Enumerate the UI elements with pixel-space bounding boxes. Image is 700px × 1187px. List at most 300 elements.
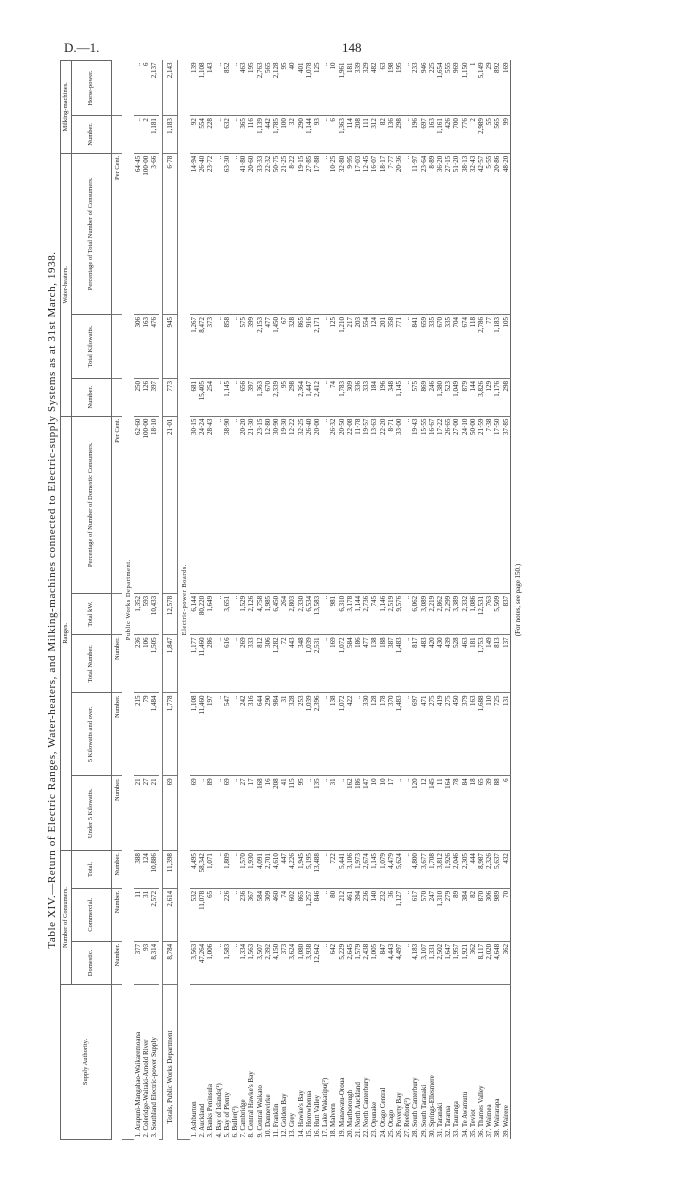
value-cell: 773: [162, 378, 177, 416]
value-cell: 2,396: [313, 693, 321, 776]
value-cell: 837: [502, 593, 511, 634]
value-cell: 329: [362, 61, 370, 116]
value-cell: ..: [215, 851, 223, 889]
value-cell: 22·08: [346, 416, 354, 593]
value-cell: 362: [469, 941, 477, 984]
value-cell: 852: [223, 61, 231, 116]
value-cell: 4,150: [272, 941, 280, 984]
value-cell: 163: [428, 116, 436, 154]
value-cell: 22·32: [264, 153, 272, 314]
value-cell: 602: [288, 888, 296, 941]
value-cell: 10·25: [329, 153, 337, 314]
value-cell: 125: [313, 61, 321, 116]
value-cell: 476: [150, 314, 158, 378]
value-cell: 100·00: [142, 416, 150, 593]
table-row: [134, 61, 142, 1140]
supply-authority-cell: 1. Ashburton: [189, 1101, 198, 1138]
value-cell: 38·90: [223, 416, 231, 593]
supply-authority-cell: 12. Golden Bay: [280, 1093, 289, 1138]
value-cell: 18·17: [379, 153, 387, 314]
value-cell: 78: [452, 776, 460, 851]
supply-authority-cell: 2. Auckland: [198, 1103, 207, 1138]
table-row: [280, 61, 288, 1140]
supply-authority-cell: 11. Franklin: [271, 1103, 280, 1138]
value-cell: 1,654: [436, 61, 444, 116]
rotated-table-region: [44, 60, 644, 1140]
value-cell: 1,847: [162, 635, 177, 693]
value-cell: ..: [321, 61, 329, 116]
value-cell: 27: [239, 776, 247, 851]
value-cell: 813: [493, 635, 501, 693]
table-row: [297, 61, 305, 1140]
value-cell: 64·45: [134, 153, 142, 314]
value-cell: 1,447: [305, 378, 313, 416]
value-cell: ..: [231, 693, 239, 776]
value-cell: ..: [215, 693, 223, 776]
table-row: [346, 61, 354, 1140]
value-cell: 247: [428, 888, 436, 941]
value-cell: 21·59: [477, 416, 485, 593]
supply-authority-cell: 33. Tauranga: [452, 1101, 461, 1138]
value-cell: 471: [420, 693, 428, 776]
unit-cell: [111, 314, 122, 378]
value-cell: 565: [264, 61, 272, 116]
value-cell: 99: [502, 116, 511, 154]
value-cell: 377: [134, 941, 142, 984]
value-cell: 6,534: [305, 593, 313, 634]
value-cell: 105: [502, 314, 511, 378]
value-cell: 477: [362, 635, 370, 693]
table-row: [231, 61, 239, 1140]
value-cell: 4,495: [190, 851, 198, 889]
supply-authority-cell: 18. Malvern: [329, 1103, 338, 1138]
value-cell: ..: [231, 416, 239, 593]
unit-cell: Number.: [111, 888, 122, 941]
value-cell: 279: [444, 888, 452, 941]
value-cell: 388: [134, 851, 142, 889]
value-cell: 8,784: [162, 941, 177, 984]
value-cell: 184: [370, 378, 378, 416]
value-cell: 21: [134, 776, 142, 851]
value-cell: 659: [420, 314, 428, 378]
col-group-water-heaters: Water-heaters.: [61, 153, 72, 416]
value-cell: 554: [198, 116, 206, 154]
value-cell: 269: [239, 635, 247, 693]
value-cell: ..: [231, 153, 239, 314]
value-cell: ..: [215, 888, 223, 941]
value-cell: 4,443: [387, 941, 395, 984]
value-cell: 4,497: [395, 941, 403, 984]
value-cell: 14·94: [190, 153, 198, 314]
value-cell: 697: [411, 693, 419, 776]
supply-authority-cell: 10. Dannevirke: [263, 1094, 272, 1138]
value-cell: ..: [403, 851, 411, 889]
value-cell: 9,576: [395, 593, 403, 634]
value-cell: 2,392: [264, 941, 272, 984]
value-cell: 1,778: [162, 693, 177, 776]
value-cell: 12,531: [477, 593, 485, 634]
value-cell: 12·80: [264, 416, 272, 593]
section-heading-boards: Electric-power Boards.: [177, 61, 190, 1140]
value-cell: 70: [502, 888, 511, 941]
value-cell: 20·86: [493, 153, 501, 314]
value-cell: 1,753: [477, 635, 485, 693]
value-cell: 419: [436, 693, 444, 776]
value-cell: 670: [436, 314, 444, 378]
value-cell: 131: [502, 693, 511, 776]
value-cell: 31: [142, 888, 150, 941]
value-cell: 15,405: [198, 378, 206, 416]
supply-authority-cell: 4. Bay of Islands(¹): [214, 1083, 223, 1138]
value-cell: 27·15: [444, 153, 452, 314]
value-cell: 1,144: [354, 593, 362, 634]
value-cell: 290: [264, 693, 272, 776]
value-cell: 275: [444, 693, 452, 776]
value-cell: 348: [387, 378, 395, 416]
value-cell: 1,921: [461, 941, 469, 984]
col-wh-number: Number.: [71, 378, 111, 416]
value-cell: 163: [469, 693, 477, 776]
value-cell: 217: [346, 314, 354, 378]
value-cell: 460: [272, 888, 280, 941]
value-cell: 74: [329, 378, 337, 416]
value-cell: 16: [264, 776, 272, 851]
value-cell: ..: [403, 941, 411, 984]
value-cell: ..: [321, 635, 329, 693]
value-cell: ..: [215, 61, 223, 116]
value-cell: 1,108: [198, 61, 206, 116]
value-cell: 328: [288, 314, 296, 378]
value-cell: 188: [379, 635, 387, 693]
value-cell: 2,046: [452, 851, 460, 889]
value-cell: 93: [313, 116, 321, 154]
value-cell: ..: [321, 941, 329, 984]
value-cell: 236: [362, 888, 370, 941]
value-cell: 11,398: [162, 851, 177, 889]
value-cell: 335: [428, 314, 436, 378]
value-cell: ..: [403, 593, 411, 634]
value-cell: 1,583: [223, 941, 231, 984]
value-cell: 2: [142, 116, 150, 154]
value-cell: ..: [231, 116, 239, 154]
value-cell: 1,334: [239, 941, 247, 984]
value-cell: ..: [403, 416, 411, 593]
value-cell: 916: [305, 314, 313, 378]
value-cell: 11: [436, 776, 444, 851]
value-cell: ..: [321, 116, 329, 154]
value-cell: 2,438: [362, 941, 370, 984]
value-cell: 275: [428, 693, 436, 776]
value-cell: 2,137: [150, 61, 158, 116]
value-cell: 137: [502, 635, 511, 693]
supply-authority-cell: 23. Opunake: [370, 1101, 379, 1138]
value-cell: 20·60: [247, 153, 255, 314]
supply-authority-cell: 28. South Canterbury: [411, 1077, 420, 1138]
value-cell: 1,183: [493, 314, 501, 378]
value-cell: 1,945: [297, 851, 305, 889]
value-cell: 162: [346, 776, 354, 851]
value-cell: 1,563: [247, 941, 255, 984]
value-cell: 5,441: [338, 851, 346, 889]
value-cell: 858: [223, 314, 231, 378]
value-cell: 387: [387, 635, 395, 693]
supply-authority-cell: 7. Cambridge: [239, 1099, 248, 1138]
value-cell: 461: [346, 888, 354, 941]
value-cell: 1,579: [354, 941, 362, 984]
value-cell: 8,117: [477, 941, 485, 984]
unit-cell: Number.: [111, 635, 122, 693]
table-row: [247, 61, 255, 1140]
col-group-ranges: Ranges.: [61, 416, 72, 850]
value-cell: 198: [387, 61, 395, 116]
value-cell: 5,229: [338, 941, 346, 984]
value-cell: 201: [379, 314, 387, 378]
table-row: [411, 61, 419, 1140]
value-cell: 169: [502, 61, 511, 116]
table-body: [111, 61, 510, 1140]
supply-authority-cell: 37. Waimea: [485, 1104, 494, 1138]
value-cell: 140: [370, 888, 378, 941]
supply-authority-cell: 3. Banks Peninsula: [206, 1084, 215, 1138]
table-row: [395, 61, 403, 1140]
value-cell: 8,314: [150, 941, 158, 984]
value-cell: 1,145: [395, 378, 403, 416]
supply-authority-cell: 38. Wairarapa: [493, 1098, 502, 1138]
value-cell: ..: [403, 61, 411, 116]
value-cell: ..: [231, 941, 239, 984]
supply-authority-cell: 30. Springs-Ellesmere: [427, 1075, 436, 1138]
col-5-kw-and-over: 5 Kilowatts and over.: [71, 693, 111, 776]
value-cell: 23·64: [420, 153, 428, 314]
col-group-milking-machines: Milking-machines.: [61, 61, 72, 154]
table-row: [264, 61, 272, 1140]
table-row: [452, 61, 460, 1140]
value-cell: 16·07: [370, 153, 378, 314]
value-cell: ..: [403, 314, 411, 378]
value-cell: ..: [321, 693, 329, 776]
value-cell: 2,330: [297, 593, 305, 634]
value-cell: 846: [313, 888, 321, 941]
value-cell: 443: [288, 635, 296, 693]
value-cell: 36: [387, 888, 395, 941]
value-cell: 373: [280, 941, 288, 984]
value-cell: 30·90: [272, 416, 280, 593]
value-cell: 3,563: [190, 941, 198, 984]
value-cell: 2,305: [461, 851, 469, 889]
value-cell: 164: [444, 776, 452, 851]
supply-authority-cell: 22. North Canterbury: [362, 1077, 371, 1138]
value-cell: 55: [485, 116, 493, 154]
value-cell: 362: [502, 941, 511, 984]
value-cell: 745: [370, 593, 378, 634]
value-cell: 463: [461, 635, 469, 693]
supply-authority-cell: 14. Hawke's Bay: [296, 1090, 305, 1138]
page-header-left: D.—1.: [64, 40, 100, 55]
unit-cell: Number.: [111, 851, 122, 889]
value-cell: 65: [477, 776, 485, 851]
value-cell: 143: [206, 61, 214, 116]
value-cell: 463: [239, 61, 247, 116]
value-cell: 333: [247, 635, 255, 693]
value-cell: 12: [420, 776, 428, 851]
value-cell: 10: [379, 776, 387, 851]
col-total-consumers: Total.: [71, 851, 111, 889]
unit-cell: Number.: [111, 941, 122, 984]
value-cell: 32·80: [338, 153, 346, 314]
value-cell: 5,149: [477, 61, 485, 116]
value-cell: 1,079: [379, 851, 387, 889]
value-cell: ..: [215, 776, 223, 851]
value-cell: 2,862: [436, 593, 444, 634]
value-cell: 1,005: [370, 941, 378, 984]
table-row: [444, 61, 452, 1140]
supply-authority-cell: 34. Te Awamutu: [460, 1091, 469, 1138]
value-cell: 2,701: [264, 851, 272, 889]
value-cell: 10,433: [150, 593, 158, 634]
value-cell: 432: [502, 851, 511, 889]
value-cell: 124: [142, 851, 150, 889]
value-cell: ..: [321, 416, 329, 593]
value-cell: 397: [150, 378, 158, 416]
value-cell: 20·50: [338, 416, 346, 593]
value-cell: 21·25: [280, 153, 288, 314]
value-cell: 6: [142, 61, 150, 116]
value-cell: 22·20: [379, 416, 387, 593]
col-ranges-total-kw: Total kW.: [71, 593, 111, 634]
value-cell: 95: [297, 776, 305, 851]
value-cell: 3·66: [150, 153, 158, 314]
supply-authority-cell: 3. Southland Electric-power Supply: [150, 1037, 159, 1138]
value-cell: 358: [387, 314, 395, 378]
value-cell: 2,020: [485, 941, 493, 984]
value-cell: 11·97: [411, 153, 419, 314]
value-cell: 20·36: [395, 153, 403, 314]
value-cell: 1,484: [150, 693, 158, 776]
section-heading-pwd: Public Works Department.: [122, 61, 134, 1140]
value-cell: 6,062: [411, 593, 419, 634]
value-cell: 12·22: [288, 416, 296, 593]
unit-cell: [111, 116, 122, 154]
value-cell: 1,049: [452, 378, 460, 416]
value-cell: 47,264: [198, 941, 206, 984]
value-cell: ..: [134, 61, 142, 116]
value-cell: 442: [264, 116, 272, 154]
value-cell: 1,150: [461, 61, 469, 116]
value-cell: 969: [452, 61, 460, 116]
value-cell: 181: [469, 635, 477, 693]
value-cell: 20·00: [313, 416, 321, 593]
value-cell: 19·43: [411, 416, 419, 593]
supply-authority-cell: 31. Taranaki: [436, 1102, 445, 1138]
supply-authority-cell: 24. Otago Central: [378, 1087, 387, 1138]
value-cell: 74: [280, 888, 288, 941]
value-cell: 1,177: [190, 635, 198, 693]
value-cell: 50·75: [272, 153, 280, 314]
value-cell: 88: [493, 776, 501, 851]
value-cell: 330: [362, 693, 370, 776]
value-cell: 33·00: [395, 416, 403, 593]
value-cell: 118: [469, 314, 477, 378]
value-cell: 136: [387, 116, 395, 154]
value-cell: 892: [493, 61, 501, 116]
value-cell: ..: [231, 776, 239, 851]
value-cell: 681: [190, 378, 198, 416]
value-cell: ..: [403, 635, 411, 693]
unit-cell: [111, 378, 122, 416]
value-cell: 4,648: [493, 941, 501, 984]
col-mm-horse-power: Horse-power.: [71, 61, 111, 116]
value-cell: 1,363: [338, 116, 346, 154]
value-cell: 1,267: [190, 314, 198, 378]
value-cell: 1,145: [223, 378, 231, 416]
supply-authority-cell: 26. Poverty Bay: [395, 1092, 403, 1138]
value-cell: 92: [190, 116, 198, 154]
value-cell: 981: [329, 593, 337, 634]
value-cell: 242: [239, 693, 247, 776]
table-row: [206, 61, 214, 1140]
value-cell: 89: [206, 776, 214, 851]
value-cell: 1,006: [206, 941, 214, 984]
value-cell: 3,812: [436, 851, 444, 889]
value-cell: 233: [411, 61, 419, 116]
value-cell: 1,783: [338, 378, 346, 416]
col-mm-number: Number.: [71, 116, 111, 154]
value-cell: 1,176: [493, 378, 501, 416]
supply-authority-cell: 6. Buller(²): [230, 1106, 239, 1138]
value-cell: 1,363: [256, 378, 264, 416]
value-cell: 208: [272, 776, 280, 851]
units-blank-cell: [111, 985, 122, 1140]
supply-authority-cell: 35. Teviot: [468, 1109, 477, 1138]
value-cell: 12,578: [162, 593, 177, 634]
value-cell: 312: [370, 116, 378, 154]
value-cell: 13·63: [370, 416, 378, 593]
value-cell: 226: [223, 888, 231, 941]
value-cell: 100: [280, 116, 288, 154]
value-cell: 208: [354, 116, 362, 154]
value-cell: ..: [231, 851, 239, 889]
value-cell: 6,144: [190, 593, 198, 634]
value-cell: 776: [461, 116, 469, 154]
value-cell: 945: [162, 314, 177, 378]
value-cell: 2,519: [387, 593, 395, 634]
value-cell: 306: [134, 314, 142, 378]
value-cell: 532: [190, 888, 198, 941]
value-cell: 37·85: [502, 416, 511, 593]
value-cell: 674: [461, 314, 469, 378]
table-header: [61, 61, 112, 1140]
value-cell: 575: [239, 314, 247, 378]
value-cell: 264: [280, 593, 288, 634]
value-cell: 120: [411, 776, 419, 851]
value-cell: 1,450: [272, 314, 280, 378]
value-cell: 163: [142, 314, 150, 378]
value-cell: 373: [206, 314, 214, 378]
value-cell: 365: [239, 116, 247, 154]
value-cell: 129: [485, 378, 493, 416]
return-table: [60, 60, 511, 1140]
value-cell: ..: [215, 941, 223, 984]
table-row: [387, 61, 395, 1140]
value-cell: 203: [354, 314, 362, 378]
value-cell: 1,181: [150, 116, 158, 154]
table-row: [142, 61, 150, 1140]
value-cell: 11,460: [198, 635, 206, 693]
value-cell: 196: [411, 116, 419, 154]
value-cell: ..: [215, 593, 223, 634]
value-cell: 482: [370, 61, 378, 116]
value-cell: 2,645: [346, 941, 354, 984]
